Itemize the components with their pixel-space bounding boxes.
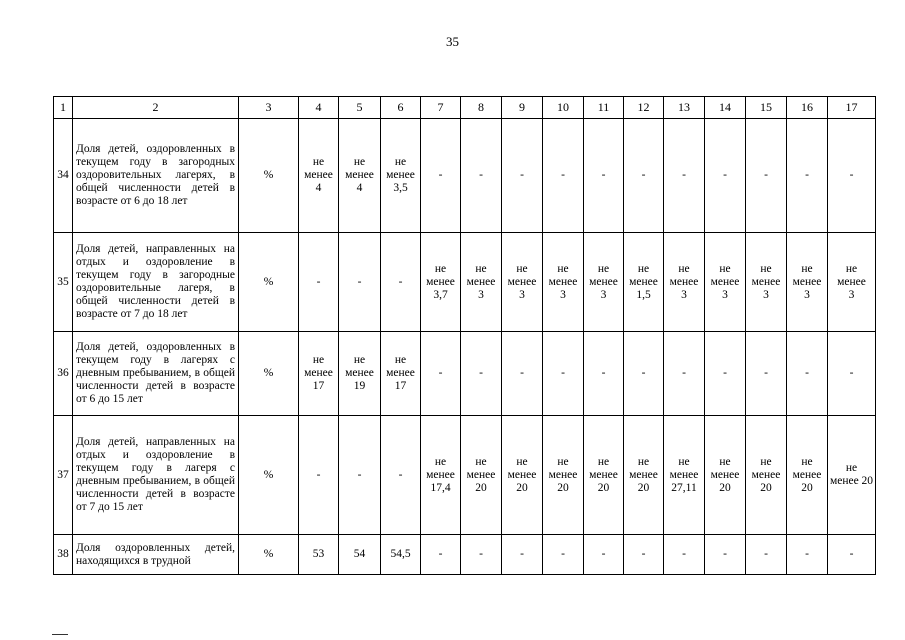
table-row [54, 119, 876, 233]
value-cell-text: - [723, 169, 727, 181]
value-cell-text: не менее 3 [837, 262, 866, 301]
row-number-cell [54, 416, 73, 535]
value-cell [421, 119, 461, 233]
value-cell [543, 535, 584, 575]
indicator-description-cell-text: Доля детей, оздоровленных в текущем году в загородных оздоровительных лагерях, в общей численности детей в возрасте от 6 до 18 лет [76, 143, 235, 207]
value-cell [828, 416, 876, 535]
value-cell-text: - [764, 548, 768, 560]
value-cell [828, 119, 876, 233]
value-cell-text: - [601, 548, 606, 560]
value-cell-text: - [520, 548, 524, 560]
value-cell-text: - [641, 367, 646, 379]
unit-cell-text: % [263, 169, 274, 181]
value-cell [421, 233, 461, 332]
column-header: 9 [502, 97, 543, 119]
value-cell [705, 416, 746, 535]
column-header: 14 [705, 97, 746, 119]
value-cell [299, 119, 339, 233]
unit-cell [239, 535, 299, 575]
column-header: 7 [421, 97, 461, 119]
value-cell-text: не менее 3 [589, 262, 618, 301]
value-cell-text: - [805, 548, 809, 560]
table-row [54, 233, 876, 332]
column-header: 15 [746, 97, 787, 119]
value-cell [664, 119, 705, 233]
value-cell-text: не менее 3,5 [386, 156, 415, 194]
value-cell [624, 416, 664, 535]
value-cell [624, 535, 664, 575]
value-cell [787, 416, 828, 535]
value-cell-text: не менее 17,4 [426, 455, 455, 494]
value-cell [381, 416, 421, 535]
value-cell [339, 535, 381, 575]
table-row [54, 535, 876, 575]
value-cell-text: - [849, 548, 854, 560]
row-number-cell [54, 332, 73, 416]
value-cell-text: не менее 3 [669, 262, 699, 301]
value-cell-text: - [398, 468, 403, 481]
value-cell-text: не менее 20 [792, 455, 822, 494]
column-header: 5 [339, 97, 381, 119]
value-cell [787, 233, 828, 332]
value-cell-text: - [479, 548, 483, 560]
indicator-description-cell [73, 535, 239, 575]
value-cell [746, 233, 787, 332]
value-cell-text: - [601, 169, 606, 181]
value-cell [584, 233, 624, 332]
table-row [54, 332, 876, 416]
indicator-description-cell-text: Доля оздоровленных детей, находящихся в трудной [76, 541, 235, 567]
value-cell [828, 233, 876, 332]
value-cell [543, 416, 584, 535]
value-cell [339, 119, 381, 233]
unit-cell [239, 416, 299, 535]
indicator-description-cell [73, 416, 239, 535]
column-header: 10 [543, 97, 584, 119]
unit-cell-text: % [263, 468, 274, 481]
value-cell-text: - [479, 169, 483, 181]
column-header: 4 [299, 97, 339, 119]
value-cell-text: - [316, 468, 321, 481]
value-cell [461, 233, 502, 332]
value-cell-text: не менее 27,11 [669, 455, 699, 494]
row-number-cell-text: 36 [57, 367, 69, 379]
value-cell-text: не менее 20 [589, 455, 618, 494]
value-cell-text: не менее 20 [829, 462, 874, 487]
value-cell-text: не менее 20 [629, 455, 658, 494]
value-cell-text: - [561, 169, 565, 181]
value-cell [705, 119, 746, 233]
value-cell-text: не менее 4 [304, 156, 333, 194]
value-cell-text: - [682, 548, 686, 560]
row-number-cell [54, 119, 73, 233]
value-cell-text: - [641, 169, 646, 181]
indicator-description-cell [73, 332, 239, 416]
value-cell [502, 233, 543, 332]
value-cell [299, 416, 339, 535]
value-cell [421, 332, 461, 416]
value-cell [339, 416, 381, 535]
value-cell-text: 54,5 [390, 548, 411, 560]
value-cell-text: - [682, 367, 686, 379]
value-cell-text: не менее 20 [507, 455, 537, 494]
value-cell [664, 332, 705, 416]
value-cell [502, 119, 543, 233]
value-cell [502, 535, 543, 575]
column-header: 6 [381, 97, 421, 119]
table-header-row [54, 97, 876, 119]
value-cell-text: - [520, 367, 524, 379]
unit-cell [239, 233, 299, 332]
value-cell [502, 332, 543, 416]
column-header: 8 [461, 97, 502, 119]
unit-cell [239, 119, 299, 233]
value-cell-text: - [723, 548, 727, 560]
indicator-description-cell [73, 119, 239, 233]
indicators-table [53, 96, 876, 575]
unit-cell [239, 332, 299, 416]
value-cell [461, 535, 502, 575]
value-cell-text: - [805, 367, 809, 379]
value-cell [746, 119, 787, 233]
unit-cell-text: % [263, 367, 274, 379]
value-cell [787, 535, 828, 575]
table-row [54, 416, 876, 535]
column-header: 13 [664, 97, 705, 119]
row-number-cell [54, 233, 73, 332]
page-number: 35 [446, 34, 459, 49]
value-cell-text: 54 [353, 548, 366, 560]
value-cell [828, 535, 876, 575]
value-cell [461, 119, 502, 233]
value-cell [421, 416, 461, 535]
footer-rule [52, 634, 68, 635]
value-cell [543, 332, 584, 416]
value-cell-text: не менее 3 [507, 262, 537, 301]
value-cell-text: - [398, 275, 403, 288]
row-number-cell-text: 37 [57, 468, 69, 481]
value-cell [299, 535, 339, 575]
value-cell-text: не менее 3 [548, 262, 578, 301]
value-cell [584, 332, 624, 416]
value-cell [381, 119, 421, 233]
column-header: 12 [624, 97, 664, 119]
value-cell [339, 233, 381, 332]
row-number-cell-text: 35 [57, 275, 69, 288]
value-cell-text: - [438, 367, 443, 379]
value-cell [705, 233, 746, 332]
value-cell [664, 535, 705, 575]
value-cell-text: не менее 20 [466, 455, 496, 494]
value-cell [381, 332, 421, 416]
value-cell-text: - [601, 367, 606, 379]
value-cell-text: - [357, 275, 362, 288]
value-cell-text: не менее 4 [345, 156, 374, 194]
value-cell [584, 119, 624, 233]
value-cell [381, 535, 421, 575]
value-cell-text: - [805, 169, 809, 181]
value-cell [543, 119, 584, 233]
value-cell-text: - [438, 169, 443, 181]
value-cell-text: не менее 17 [304, 354, 333, 392]
value-cell [746, 535, 787, 575]
value-cell-text: не менее 1,5 [629, 262, 658, 301]
value-cell-text: - [849, 367, 854, 379]
row-number-cell [54, 535, 73, 575]
column-header: 11 [584, 97, 624, 119]
value-cell-text: не менее 3 [710, 262, 740, 301]
value-cell-text: не менее 19 [345, 354, 374, 392]
value-cell-text: - [561, 367, 565, 379]
value-cell-text: не менее 20 [751, 455, 781, 494]
value-cell-text: - [723, 367, 727, 379]
value-cell-text: не менее 3,7 [426, 262, 455, 301]
value-cell [421, 535, 461, 575]
value-cell-text: - [316, 275, 321, 288]
value-cell [543, 233, 584, 332]
value-cell [381, 233, 421, 332]
value-cell [746, 332, 787, 416]
value-cell [705, 535, 746, 575]
value-cell [502, 416, 543, 535]
column-header: 3 [239, 97, 299, 119]
value-cell [746, 416, 787, 535]
value-cell [299, 332, 339, 416]
value-cell [624, 332, 664, 416]
value-cell-text: не менее 3 [792, 262, 822, 301]
unit-cell-text: % [263, 275, 274, 288]
value-cell-text: - [764, 169, 768, 181]
value-cell [664, 233, 705, 332]
value-cell-text: - [682, 169, 686, 181]
value-cell-text: не менее 17 [386, 354, 415, 392]
value-cell-text: - [438, 548, 443, 560]
value-cell-text: - [561, 548, 565, 560]
column-header: 16 [787, 97, 828, 119]
value-cell [787, 119, 828, 233]
value-cell-text: - [357, 468, 362, 481]
value-cell [339, 332, 381, 416]
indicator-description-cell-text: Доля детей, оздоровленных в текущем году в лагерях с дневным пребыванием, в общей численности детей в возрасте от 6 до 15 лет [76, 341, 235, 405]
value-cell [584, 416, 624, 535]
value-cell [584, 535, 624, 575]
value-cell-text: не менее 20 [710, 455, 740, 494]
value-cell [461, 416, 502, 535]
value-cell-text: 53 [312, 548, 325, 560]
value-cell-text: не менее 3 [466, 262, 496, 301]
value-cell-text: - [849, 169, 854, 181]
column-header: 2 [73, 97, 239, 119]
indicator-description-cell [73, 233, 239, 332]
value-cell-text: - [520, 169, 524, 181]
value-cell-text: - [764, 367, 768, 379]
value-cell [299, 233, 339, 332]
value-cell-text: - [641, 548, 646, 560]
value-cell [624, 233, 664, 332]
column-header: 17 [828, 97, 876, 119]
value-cell [664, 416, 705, 535]
value-cell-text: не менее 3 [751, 262, 781, 301]
row-number-cell-text: 34 [57, 169, 69, 181]
row-number-cell-text: 38 [57, 548, 69, 560]
value-cell [787, 332, 828, 416]
value-cell [705, 332, 746, 416]
value-cell [624, 119, 664, 233]
value-cell-text: не менее 20 [548, 455, 578, 494]
column-header: 1 [54, 97, 73, 119]
value-cell [828, 332, 876, 416]
indicator-description-cell-text: Доля детей, направленных на отдых и оздоровление в текущем году в лагеря с дневным пребыванием, в общей численности детей в возрасте от 7 до 15 лет [76, 436, 235, 513]
indicator-description-cell-text: Доля детей, направленных на отдых и оздоровление в текущем году в загородные оздоровительные лагеря, в общей численности детей в возрасте от 7 до 18 лет [76, 243, 235, 320]
value-cell [461, 332, 502, 416]
value-cell-text: - [479, 367, 483, 379]
unit-cell-text: % [263, 548, 274, 560]
